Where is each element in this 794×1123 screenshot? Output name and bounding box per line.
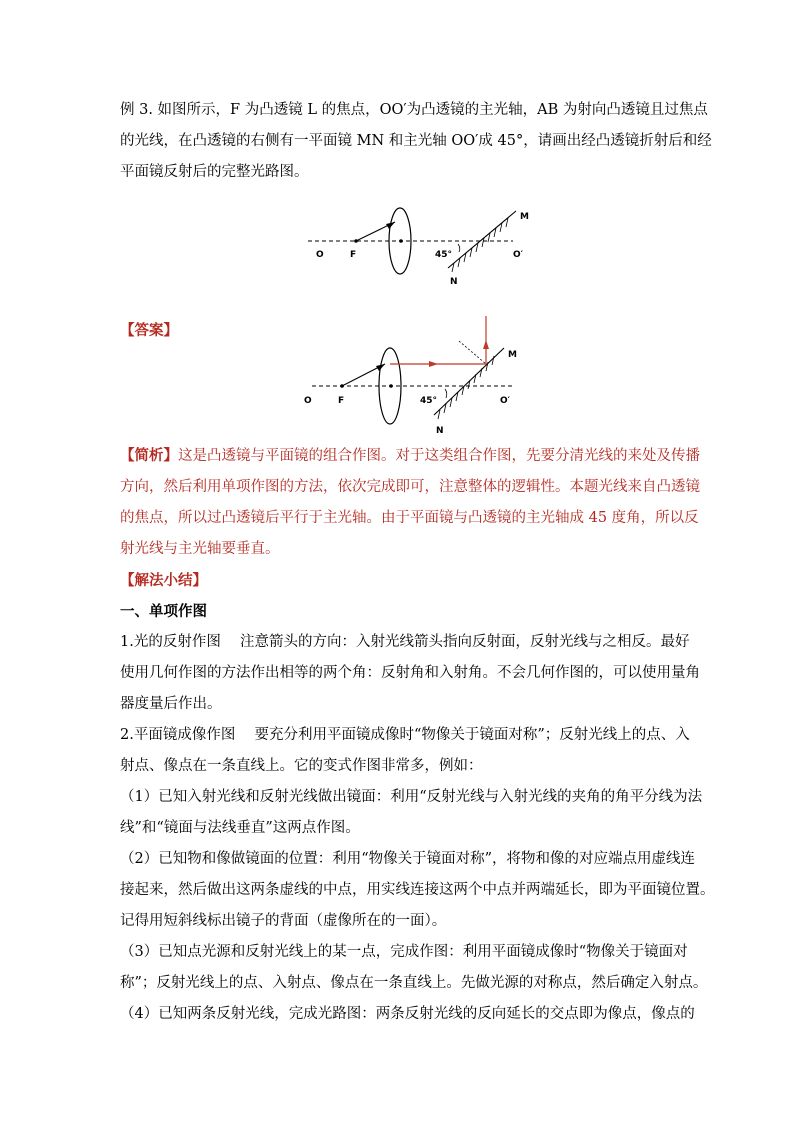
analysis-label: 【简析】	[120, 447, 178, 464]
analysis-paragraph	[120, 440, 700, 565]
angle-arc	[445, 389, 447, 398]
text-line: 方向，然后利用单项作图的方法，依次完成即可，注意整体的逻辑性。本题光线来自凸透镜	[120, 479, 700, 495]
text-line: 射光线与主光轴要垂直。	[120, 541, 280, 557]
label-o: O	[304, 396, 312, 406]
text-line: 2.平面镜成像作图 要充分利用平面镜成像时“物像关于镜面对称”；反射光线上的点、入	[120, 727, 690, 743]
reflected-arrow-icon	[483, 340, 489, 349]
text-line	[120, 440, 700, 472]
text-line: 的光线，在凸透镜的右侧有一平面镜 MN 和主光轴 OO′成 45°，请画出经凸透镜折射后和经	[120, 133, 712, 149]
refracted-arrow-icon	[429, 361, 438, 367]
text-line: （1）已知入射光线和反射光线做出镜面：利用“反射光线与入射光线的夹角的角平分线为法	[120, 789, 703, 805]
sub-item-3	[120, 937, 708, 999]
analysis-text: 这是凸透镜与平面镜的组合作图。对于这类组合作图，先要分清光线的来处及传播	[178, 448, 700, 464]
label-o: O	[316, 250, 324, 260]
label-n: N	[450, 277, 458, 287]
label-f: F	[338, 396, 345, 406]
text-line: 平面镜反射后的完整光路图。	[120, 164, 309, 180]
text-line: （4）已知两条反射光线，完成光路图：两条反射光线的反向延长的交点即为像点，像点的	[120, 1006, 695, 1022]
text-line: 射点、像点在一条直线上。它的变式作图非常多，例如：	[120, 758, 483, 774]
angle-arc	[458, 244, 460, 252]
lens-mirror-figure-answer	[298, 312, 538, 442]
text-line: 记得用短斜线标出镜子的背面（虚像所在的一面）。	[120, 913, 447, 929]
lens-mirror-figure-question	[308, 200, 538, 290]
focus-point	[340, 384, 344, 388]
lens-center-point	[399, 239, 403, 243]
ray-arrow-icon	[386, 222, 395, 229]
text-line: （2）已知物和像做镜面的位置：利用“物像关于镜面对称”，将物和像的对应端点用虚线连	[120, 851, 696, 867]
reflection-item	[120, 627, 700, 720]
focus-point	[354, 239, 358, 243]
summary-label: 【解法小结】	[120, 572, 207, 589]
lens-center-point	[389, 384, 393, 388]
text-line: 的焦点，所以过凸透镜后平行于主光轴。由于平面镜与凸透镜的主光轴成 45 度角，所以反	[120, 510, 699, 526]
label-angle: 45°	[435, 250, 453, 260]
text-line: 例 3. 如图所示，F 为凸透镜 L 的焦点，OO′为凸透镜的主光轴，AB 为射向凸透镜且过焦点	[120, 102, 708, 118]
label-m: M	[520, 212, 529, 222]
text-line: 接起来，然后做出这两条虚线的中点，用实线连接这两个中点并两端延长，即为平面镜位置。	[120, 882, 715, 898]
text-line: 使用几何作图的方法作出相等的两个角：反射角和入射角。不会几何作图的，可以使用量角	[120, 665, 700, 681]
text-line: 线”和“镜面与法线垂直”这两点作图。	[120, 820, 360, 836]
sub-item-1	[120, 782, 703, 844]
label-o-prime: O′	[513, 250, 524, 260]
answer-label: 【答案】	[120, 322, 178, 339]
text-line: 1.光的反射作图 注意箭头的方向：入射光线箭头指向反射面，反射光线与之相反。最好	[120, 634, 690, 650]
text-line: 器度量后作出。	[120, 696, 222, 712]
label-o-prime: O′	[500, 396, 511, 406]
label-f: F	[350, 250, 357, 260]
normal-line	[459, 341, 486, 364]
section-heading: 一、单项作图	[120, 603, 207, 620]
sub-item-2	[120, 844, 715, 937]
plane-mirror	[448, 211, 516, 268]
text-line: 称”；反射光线上的点、入射点、像点在一条直线上。先做光源的对称点，然后确定入射点。	[120, 975, 708, 991]
text-line: （3）已知点光源和反射光线上的某一点，完成作图：利用平面镜成像时“物像关于镜面对	[120, 944, 688, 960]
sub-item-4	[120, 999, 695, 1030]
label-angle: 45°	[420, 396, 438, 406]
example-question	[120, 95, 712, 188]
mirror-image-item	[120, 720, 690, 782]
mirror-back-hatch	[452, 218, 508, 272]
label-n: N	[436, 426, 444, 436]
label-m: M	[508, 350, 517, 360]
